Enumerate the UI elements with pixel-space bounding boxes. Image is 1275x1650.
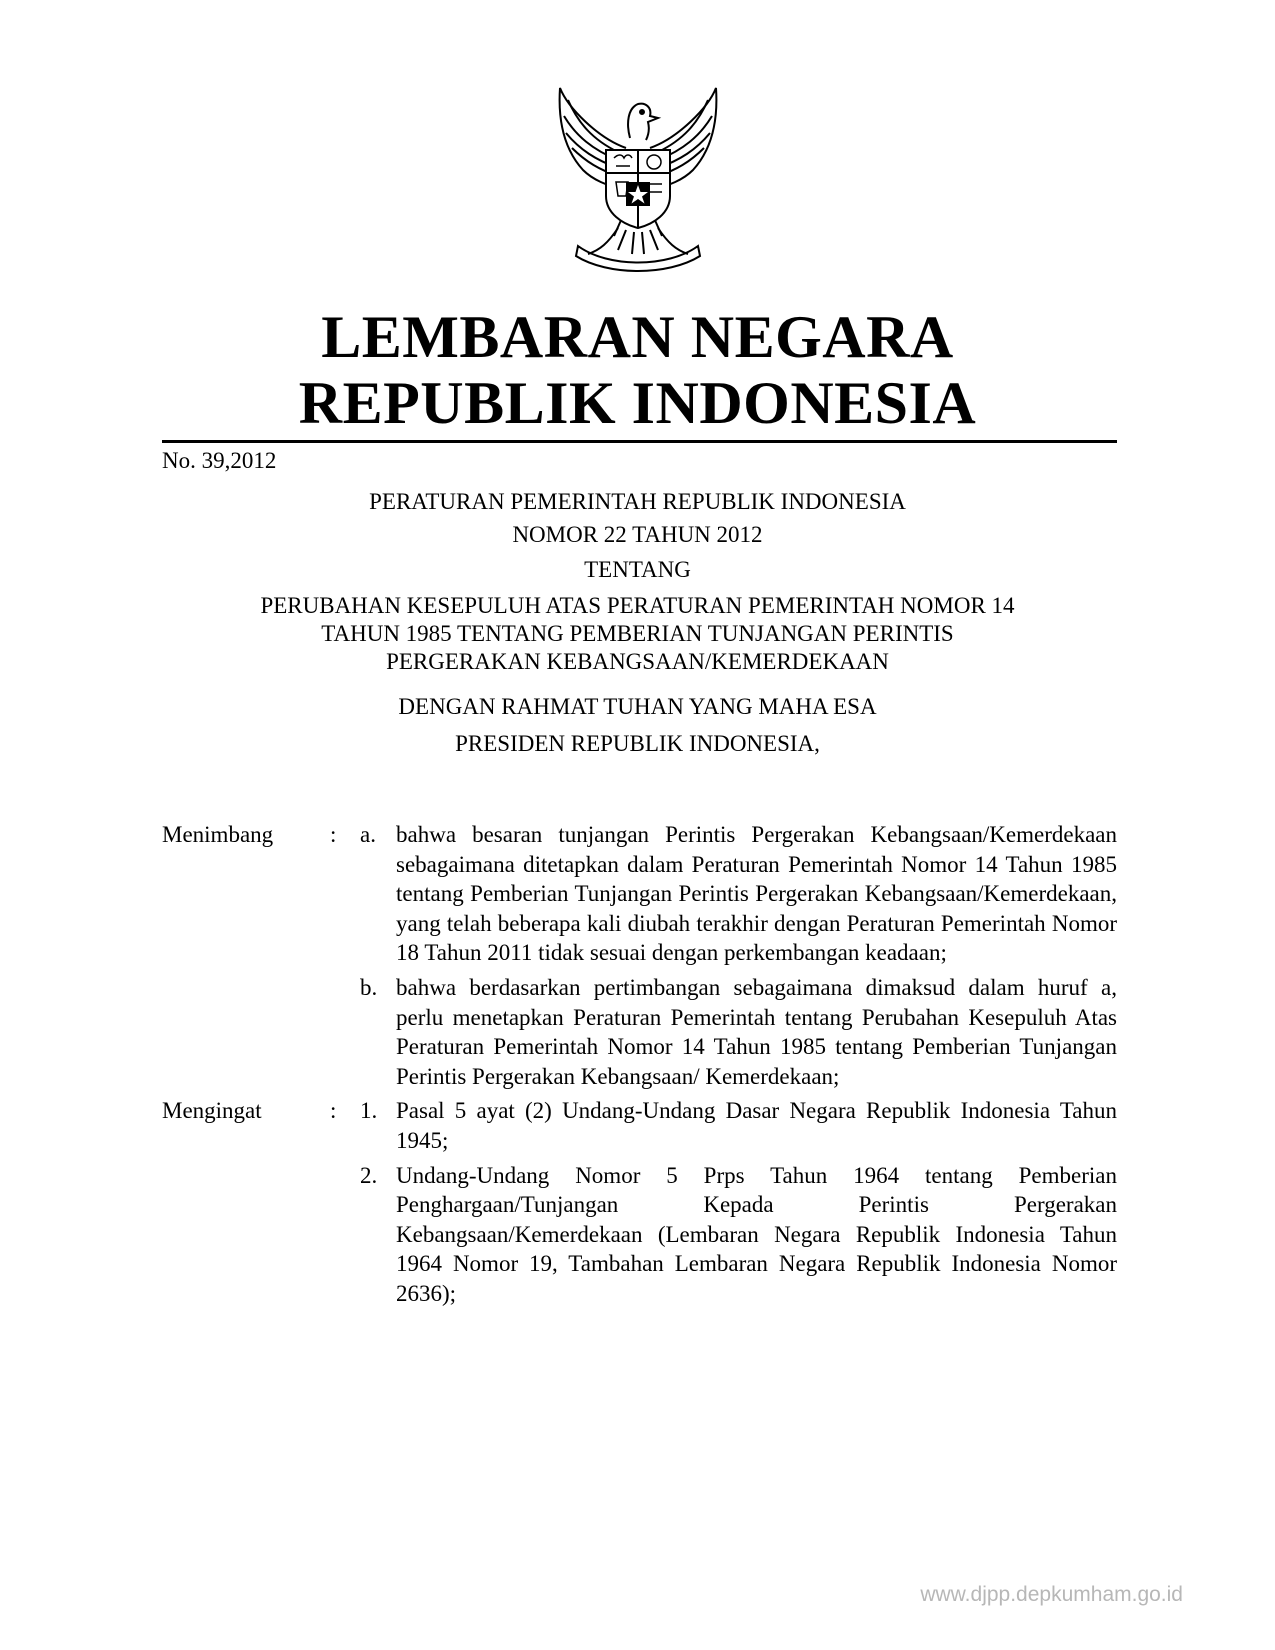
masthead-subtitle: REPUBLIK INDONESIA — [298, 370, 977, 436]
regulation-number: NOMOR 22 TAHUN 2012 — [512, 522, 763, 547]
regulation-subject-line-2: TAHUN 1985 TENTANG PEMBERIAN TUNJANGAN PERINTIS — [321, 621, 954, 646]
list-item — [360, 973, 1117, 1091]
item-marker: 1. — [360, 1098, 378, 1124]
section-colon: : — [330, 822, 337, 847]
section-colon: : — [330, 1098, 337, 1124]
invocation: DENGAN RAHMAT TUHAN YANG MAHA ESA — [398, 694, 877, 719]
section-label: Menimbang — [162, 822, 274, 847]
list-item — [360, 1161, 1117, 1309]
item-text: Undang-Undang Nomor 5 Prps Tahun 1964 tentang Pemberian Penghargaan/Tunjangan Kepada Perintis Pergerakan Kebangsaan/Kemerdekaan (Lembaran Negara Republik Indonesia Tahun 1964 Nomor 19, Tambahan Lembaran Negara Republik Indonesia Nomor 2636); — [396, 1162, 1117, 1306]
regulation-body — [162, 820, 1117, 1314]
item-text: Pasal 5 ayat (2) Undang-Undang Dasar Negara Republik Indonesia Tahun 1945; — [396, 1098, 1117, 1153]
regulation-subject-line-1: PERUBAHAN KESEPULUH ATAS PERATURAN PEMERINTAH NOMOR 14 — [260, 593, 1015, 618]
regulation-about: TENTANG — [584, 557, 691, 582]
item-text: bahwa berdasarkan pertimbangan sebagaimana dimaksud dalam huruf a, perlu menetapkan Peraturan Pemerintah tentang Perubahan Kesepuluh Atas Peraturan Pemerintah Nomor 14 Tahun 1985 tentang Pemberian Tunjangan Perintis Pergerakan Kebangsaan/ Kemerdekaan; — [396, 974, 1117, 1089]
masthead-title: LEMBARAN NEGARA — [321, 304, 954, 370]
list-item — [360, 1096, 1117, 1155]
masthead-rule — [162, 440, 1117, 443]
item-marker: 2. — [360, 1162, 378, 1188]
mengingat-section — [162, 1096, 1117, 1313]
item-text: bahwa besaran tunjangan Perintis Pergerakan Kebangsaan/Kemerdekaan sebagaimana ditetapkan dalam Peraturan Pemerintah Nomor 14 Tahun 1985 tentang Pemberian Tunjangan Perintis Pergerakan Kebangsaan/Kemerdekaan, yang telah beberapa kali diubah terakhir dengan Peraturan Pemerintah Nomor 18 Tahun 2011 tidak sesuai dengan perkembangan keadaan; — [396, 822, 1117, 966]
menimbang-section — [162, 820, 1117, 1096]
regulation-title: PERATURAN PEMERINTAH REPUBLIK INDONESIA — [369, 489, 906, 514]
section-label: Mengingat — [162, 1098, 262, 1124]
item-marker: a. — [360, 822, 376, 847]
document-number: No. 39,2012 — [162, 448, 277, 473]
president-heading: PRESIDEN REPUBLIK INDONESIA, — [455, 731, 820, 756]
list-item — [360, 820, 1117, 968]
item-marker: b. — [360, 974, 378, 1000]
garuda-emblem-icon — [538, 78, 738, 278]
watermark-url: www.djpp.depkumham.go.id — [920, 1583, 1183, 1606]
regulation-subject-line-3: PERGERAKAN KEBANGSAAN/KEMERDEKAAN — [386, 649, 889, 674]
